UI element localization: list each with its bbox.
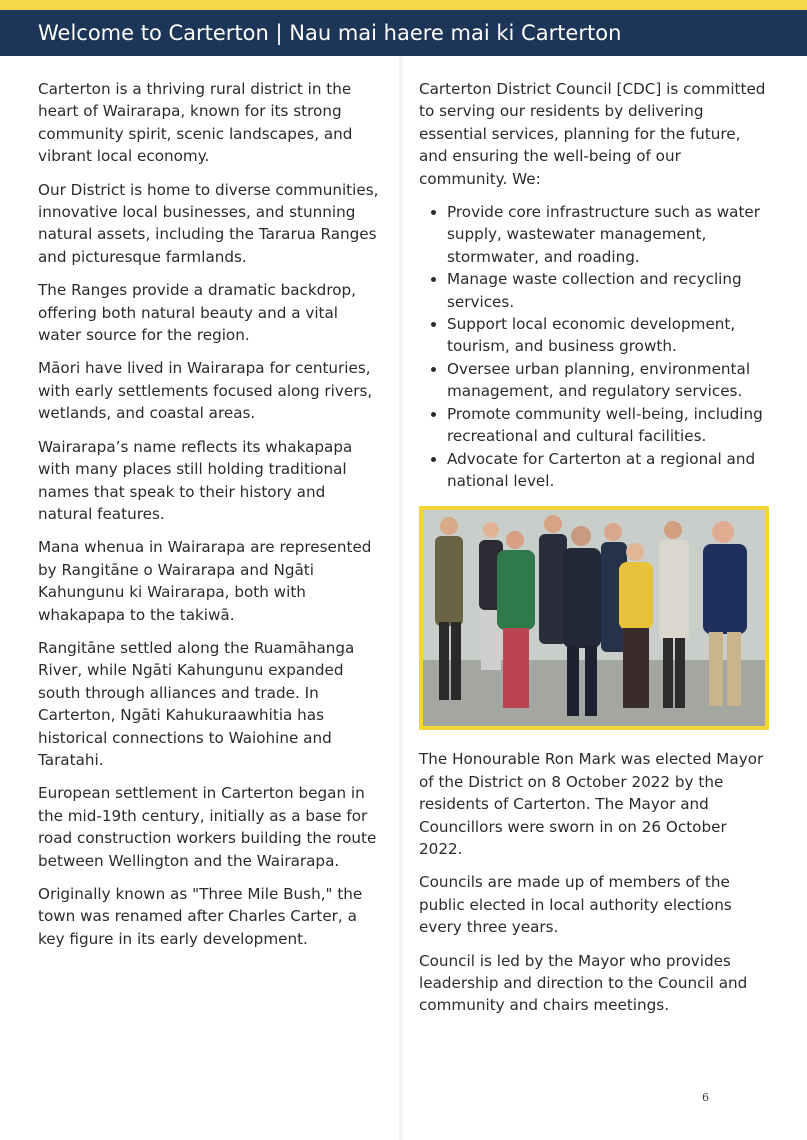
paragraph: Council is led by the Mayor who provides leadership and direction to the Council and community and chairs meetings. — [419, 951, 748, 1015]
paragraph: European settlement in Carterton began in the mid-19th century, initially as a base for road construction workers building the route between Wellington and the Wairarapa. — [38, 784, 377, 870]
column-divider — [399, 56, 403, 1140]
paragraph: Rangitāne settled along the Ruamāhanga River, while Ngāti Kahungunu expanded south through alliances and trade. In Carterton, Ngāti Kahukuraawhitia has historical connections to Waiohine and Taratahi. — [38, 638, 355, 769]
services-list — [419, 201, 771, 492]
paragraph: Councils are made up of members of the public elected in local authority elections every three years. — [419, 873, 732, 937]
paragraph: The Honourable Ron Mark was elected Mayor of the District on 8 October 2022 by the residents of Carterton. The Mayor and Councillors were sworn in on 26 October 2022. — [419, 750, 764, 858]
list-item: • Provide core infrastructure such as water supply, wastewater management, stormwater, and roading. — [447, 201, 771, 268]
paragraph: Wairarapa’s name reflects its whakapapa with many places still holding traditional names that speak to their history and natural features. — [38, 437, 353, 523]
paragraph: Carterton is a thriving rural district in the heart of Wairarapa, known for its strong community spirit, scenic landscapes, and vibrant local economy. — [38, 80, 353, 166]
list-item: • Advocate for Carterton at a regional and national level. — [447, 448, 771, 493]
paragraph: Māori have lived in Wairarapa for centuries, with early settlements focused along rivers, wetlands, and coastal areas. — [38, 359, 373, 423]
top-accent-stripe — [0, 0, 807, 10]
paragraph: Our District is home to diverse communities, innovative local businesses, and stunning natural assets, including the Tararua Ranges and picturesque farmlands. — [38, 180, 379, 266]
left-column — [38, 78, 383, 961]
group-photo-illustration — [423, 510, 765, 726]
list-item: • Promote community well-being, including recreational and cultural facilities. — [447, 403, 771, 448]
paragraph: Originally known as "Three Mile Bush," the town was renamed after Charles Carter, a key figure in its early development. — [38, 885, 363, 948]
page-title: Welcome to Carterton | Nau mai haere mai ki Carterton — [38, 21, 622, 45]
list-item: • Manage waste collection and recycling services. — [447, 268, 771, 313]
council-intro: Carterton District Council [CDC] is committed to serving our residents by delivering essential services, planning for the future, and ensuring the well-being of our community. We: — [419, 80, 766, 188]
list-item: • Support local economic development, tourism, and business growth. — [447, 313, 771, 358]
council-group-photo — [419, 506, 769, 730]
paragraph: The Ranges provide a dramatic backdrop, offering both natural beauty and a vital water source for the region. — [38, 281, 356, 345]
page-number: 6 — [702, 1091, 709, 1104]
list-item: • Oversee urban planning, environmental management, and regulatory services. — [447, 358, 771, 403]
header-banner — [0, 10, 807, 56]
paragraph: Mana whenua in Wairarapa are represented by Rangitāne o Wairarapa and Ngāti Kahungunu ki Wairarapa, both with whakapapa to the takiwā. — [38, 538, 372, 624]
right-column — [419, 78, 771, 1028]
